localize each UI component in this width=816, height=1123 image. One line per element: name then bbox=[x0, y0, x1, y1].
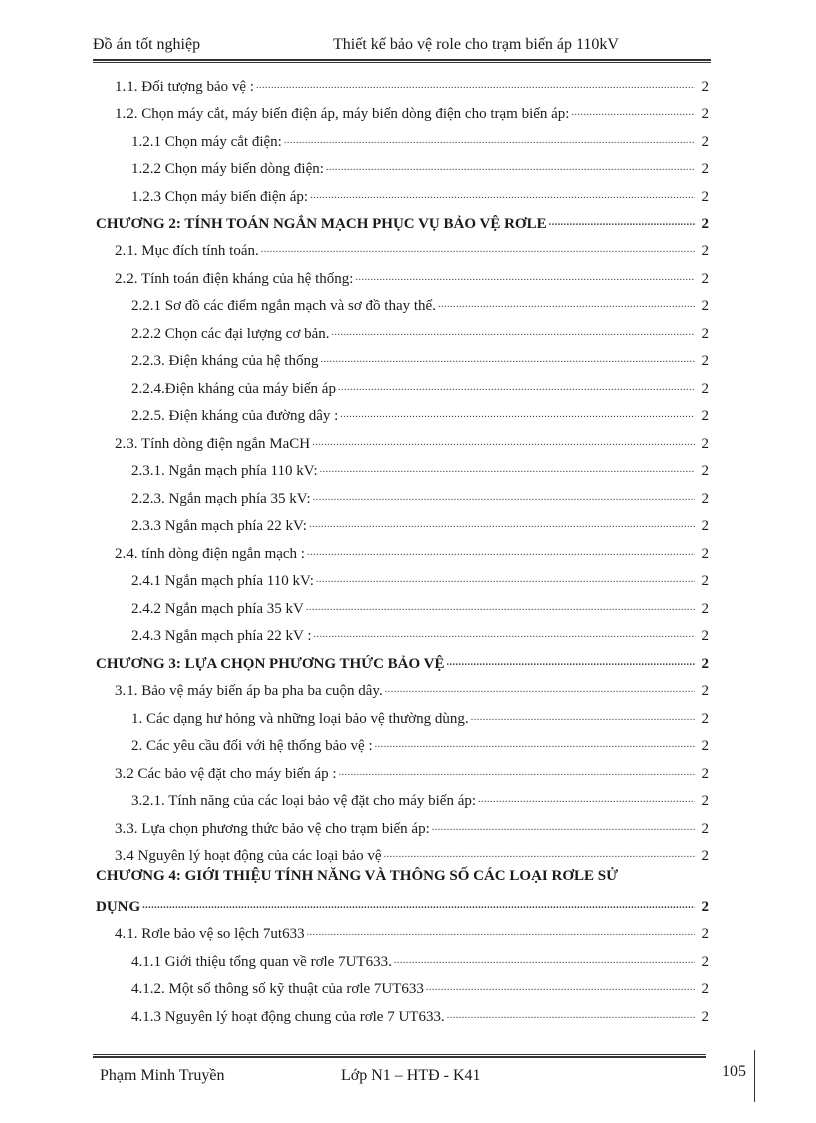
toc-entry-page: 2 bbox=[701, 981, 709, 997]
toc-entry-text: 3.2 Các bảo vệ đặt cho máy biến áp : bbox=[115, 766, 337, 782]
toc-entry-text: 1.2.3 Chọn máy biến điện áp: bbox=[131, 189, 309, 205]
toc-entry-text: 2.4. tính dòng điện ngắn mạch : bbox=[115, 546, 305, 562]
toc-entry-text: 1.1. Đối tượng bảo vệ : bbox=[115, 79, 254, 95]
toc-entry-text: 4.1.2. Một số thông số kỹ thuật của rơle 7UT633 bbox=[131, 981, 424, 997]
toc-entry-text: 2.2.3. Ngắn mạch phía 35 kV: bbox=[131, 491, 311, 507]
toc-entry-text: 1. Các dạng hư hỏng và những loại bảo vệ thường dùng. bbox=[131, 711, 469, 727]
toc-entry-page: 2 bbox=[701, 216, 709, 232]
page-number: 105 bbox=[722, 1063, 746, 1080]
toc-entry[interactable] bbox=[131, 127, 709, 151]
footer-class: Lớp N1 – HTĐ - K41 bbox=[341, 1067, 481, 1084]
toc-entry-text: 2.3. Tính dòng điện ngắn MaCH bbox=[115, 436, 311, 452]
toc-entry-text: 2.2.3. Điện kháng của hệ thống bbox=[131, 353, 319, 369]
header-rule bbox=[93, 59, 711, 63]
toc-entry[interactable] bbox=[115, 539, 709, 563]
toc-entry-text: 2.4.3 Ngắn mạch phía 22 kV : bbox=[131, 628, 312, 644]
toc-entry[interactable] bbox=[115, 814, 709, 838]
toc-entry[interactable] bbox=[131, 154, 709, 178]
toc-entry-page: 2 bbox=[701, 134, 709, 150]
toc-entry[interactable] bbox=[115, 99, 709, 123]
toc-entry-text: 2. Các yêu cầu đối với hệ thống bảo vệ : bbox=[131, 738, 373, 754]
toc-entry-page: 2 bbox=[701, 353, 709, 369]
toc-entry-text: 1.2.1 Chọn máy cắt điện: bbox=[131, 134, 282, 150]
toc-entry-page: 2 bbox=[701, 408, 709, 424]
toc-entry[interactable] bbox=[131, 182, 709, 206]
footer-author: Phạm Minh Truyền bbox=[100, 1067, 225, 1084]
toc-chapter-text: DỤNG bbox=[96, 899, 141, 915]
toc-entry[interactable] bbox=[131, 947, 709, 971]
toc-entry-page: 2 bbox=[701, 766, 709, 782]
page-header-title: Thiết kế bảo vệ role cho trạm biến áp 110kV bbox=[333, 36, 619, 53]
toc-entry-page: 2 bbox=[701, 628, 709, 644]
toc-entry[interactable] bbox=[115, 429, 709, 453]
toc-entry[interactable] bbox=[115, 264, 709, 288]
toc-entry-page: 2 bbox=[701, 243, 709, 259]
toc-entry-text: 2.2.4.Điện kháng của máy biến áp bbox=[131, 381, 336, 397]
toc-entry[interactable] bbox=[115, 676, 709, 700]
toc-entry-text: 2.2.5. Điện kháng của đường dây : bbox=[131, 408, 339, 424]
toc-entry-text: 4.1. Rơle bảo vệ so lệch 7ut633 bbox=[115, 926, 305, 942]
toc-entry[interactable] bbox=[115, 919, 709, 943]
toc-entry[interactable] bbox=[115, 759, 709, 783]
toc-entry[interactable] bbox=[131, 456, 709, 480]
toc-entry-page: 2 bbox=[701, 821, 709, 837]
toc-entry-text: 1.2. Chọn máy cắt, máy biến điện áp, máy biến dòng điện cho trạm biến áp: bbox=[115, 106, 570, 122]
toc-entry[interactable] bbox=[131, 731, 709, 755]
toc-entry-text: 2.2.1 Sơ đồ các điểm ngắn mạch và sơ đồ thay thế. bbox=[131, 298, 436, 314]
footer-rule bbox=[93, 1054, 706, 1058]
toc-entry-page: 2 bbox=[701, 298, 709, 314]
toc-entry-page: 2 bbox=[701, 573, 709, 589]
toc-entry-text: 4.1.1 Giới thiệu tổng quan về rơle 7UT633. bbox=[131, 954, 392, 970]
toc-entry-page: 2 bbox=[701, 954, 709, 970]
toc-entry-page: 2 bbox=[701, 106, 709, 122]
toc-entry-text: 2.2.2 Chọn các đại lượng cơ bản. bbox=[131, 326, 330, 342]
toc-entry-page: 2 bbox=[701, 381, 709, 397]
toc-entry-page: 2 bbox=[701, 601, 709, 617]
page-header-left: Đồ án tốt nghiệp bbox=[93, 36, 201, 53]
toc-entry[interactable] bbox=[131, 374, 709, 398]
toc-entry[interactable] bbox=[131, 484, 709, 508]
toc-entry[interactable] bbox=[115, 72, 709, 96]
toc-entry[interactable] bbox=[131, 621, 709, 645]
toc-entry-page: 2 bbox=[701, 463, 709, 479]
toc-entry-page: 2 bbox=[701, 271, 709, 287]
toc-entry-page: 2 bbox=[701, 546, 709, 562]
toc-entry-text: 3.1. Bảo vệ máy biến áp ba pha ba cuộn dây. bbox=[115, 683, 383, 699]
toc-entry[interactable] bbox=[131, 319, 709, 343]
toc-entry[interactable] bbox=[131, 566, 709, 590]
toc-entry-page: 2 bbox=[701, 1009, 709, 1025]
toc-chapter-text[interactable]: CHƯƠNG 4: GIỚI THIỆU TÍNH NĂNG VÀ THÔNG SỐ CÁC LOẠI RƠLE SỬ bbox=[96, 868, 619, 884]
toc-entry-page: 2 bbox=[701, 793, 709, 809]
footer-divider bbox=[754, 1050, 755, 1102]
toc-chapter[interactable] bbox=[96, 649, 709, 673]
toc-entry-text: 2.1. Mục đích tính toán. bbox=[115, 243, 259, 259]
toc-entry-text: 4.1.3 Nguyên lý hoạt động chung của rơle 7 UT633. bbox=[131, 1009, 445, 1025]
toc-entry-text: 3.4 Nguyên lý hoạt động của các loại bảo vệ bbox=[115, 848, 382, 864]
toc-entry[interactable] bbox=[115, 841, 709, 865]
toc-entry-text: 2.3.3 Ngắn mạch phía 22 kV: bbox=[131, 518, 307, 534]
toc-entry-text: 2.2. Tính toán điện kháng của hệ thống: bbox=[115, 271, 354, 287]
toc-entry-page: 2 bbox=[701, 518, 709, 534]
toc-entry-page: 2 bbox=[701, 436, 709, 452]
toc-chapter[interactable] bbox=[96, 892, 709, 916]
toc-entry-text: 3.3. Lựa chọn phương thức bảo vệ cho trạm biến áp: bbox=[115, 821, 430, 837]
toc-entry-page: 2 bbox=[701, 79, 709, 95]
toc-entry-page: 2 bbox=[701, 656, 709, 672]
toc-entry-page: 2 bbox=[701, 326, 709, 342]
toc-chapter[interactable] bbox=[96, 209, 709, 233]
toc-entry-text: 2.4.2 Ngắn mạch phía 35 kV bbox=[131, 601, 304, 617]
toc-chapter-text: CHƯƠNG 3: LỰA CHỌN PHƯƠNG THỨC BẢO VỆ bbox=[96, 656, 445, 672]
toc-entry-text: 3.2.1. Tính năng của các loại bảo vệ đặt cho máy biến áp: bbox=[131, 793, 477, 809]
toc-entry[interactable] bbox=[131, 401, 709, 425]
toc-entry[interactable] bbox=[131, 704, 709, 728]
toc-entry-page: 2 bbox=[701, 161, 709, 177]
toc-entry[interactable] bbox=[131, 291, 709, 315]
toc-entry[interactable] bbox=[131, 346, 709, 370]
toc-entry[interactable] bbox=[131, 786, 709, 810]
toc-entry-page: 2 bbox=[701, 926, 709, 942]
toc-entry-page: 2 bbox=[701, 189, 709, 205]
toc-entry-page: 2 bbox=[701, 738, 709, 754]
toc-entry[interactable] bbox=[131, 1002, 709, 1026]
toc-entry[interactable] bbox=[115, 236, 709, 260]
toc-entry-page: 2 bbox=[701, 711, 709, 727]
toc-entry-text: 1.2.2 Chọn máy biến dòng điện: bbox=[131, 161, 324, 177]
toc-entry[interactable] bbox=[131, 511, 709, 535]
toc-entry[interactable] bbox=[131, 594, 709, 618]
toc-entry-page: 2 bbox=[701, 899, 709, 915]
toc-entry-page: 2 bbox=[701, 683, 709, 699]
toc-entry-text: 2.3.1. Ngắn mạch phía 110 kV: bbox=[131, 463, 318, 479]
toc-chapter-text: CHƯƠNG 2: TÍNH TOÁN NGẮN MẠCH PHỤC VỤ BẢO VỆ RƠLE bbox=[96, 216, 547, 232]
toc-entry[interactable] bbox=[131, 974, 709, 998]
toc-entry-page: 2 bbox=[701, 848, 709, 864]
toc-entry-text: 2.4.1 Ngắn mạch phía 110 kV: bbox=[131, 573, 314, 589]
toc-entry-page: 2 bbox=[701, 491, 709, 507]
